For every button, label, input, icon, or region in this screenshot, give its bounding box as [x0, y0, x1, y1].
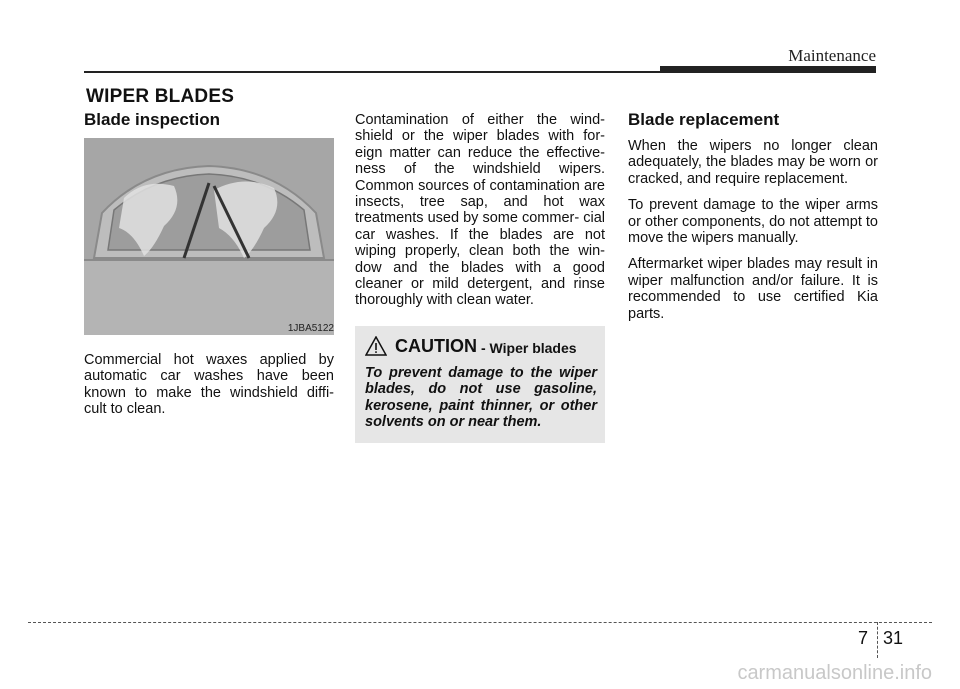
footer-rule: [28, 622, 932, 623]
caution-label: CAUTION: [395, 335, 477, 356]
paragraph: To prevent damage to the wiper arms or other components, do not attempt to move the wipers manually.: [628, 197, 878, 247]
caution-text: To prevent damage to the wiper blades, do not use gasoline, kerosene, paint thinner, or other solvents on or near them.: [365, 364, 597, 431]
caution-subtitle: - Wiper blades: [481, 339, 577, 356]
windshield-illustration: [84, 138, 334, 335]
footer-divider: [877, 622, 878, 658]
paragraph: Commercial hot waxes applied by automatic car washes have been known to make the windshield diffi- cult to clean.: [84, 352, 334, 418]
figure-code: 1JBA5122: [287, 323, 334, 334]
paragraph: Contamination of either the wind- shield or the wiper blades with for- eign matter can reduce the effective- ness of the windshield wipers. Common sources of contamination are insects, tree sap, and hot wax treatments used by some commer- cial car washes. If the blades are not wiping properly, clean both the win- dow and the blades with a good cleaner or mild detergent, and rinse thoroughly with clean water.: [355, 112, 605, 309]
watermark: carmanualsonline.info: [737, 662, 932, 684]
windshield-wipers-image: [84, 138, 334, 335]
paragraph: When the wipers no longer clean adequately, the blades may be worn or cracked, and require replacement.: [628, 138, 878, 187]
column-2: [355, 110, 605, 443]
column-3: [628, 110, 878, 332]
caution-box: [355, 326, 605, 443]
column-1: [84, 110, 334, 428]
section-title: WIPER BLADES: [86, 86, 235, 107]
chapter-number: 7: [858, 628, 869, 648]
heading-blade-inspection: Blade inspection: [84, 110, 221, 129]
warning-triangle-icon: [365, 336, 387, 356]
header-rule-bar: [660, 66, 876, 73]
running-header: Maintenance: [788, 46, 876, 65]
page-number: 31: [883, 628, 904, 648]
paragraph: Aftermarket wiper blades may result in wiper malfunction and/or failure. It is recommended to use certified Kia parts.: [628, 256, 878, 322]
header-rule: [84, 71, 664, 73]
heading-blade-replacement: Blade replacement: [628, 110, 780, 129]
